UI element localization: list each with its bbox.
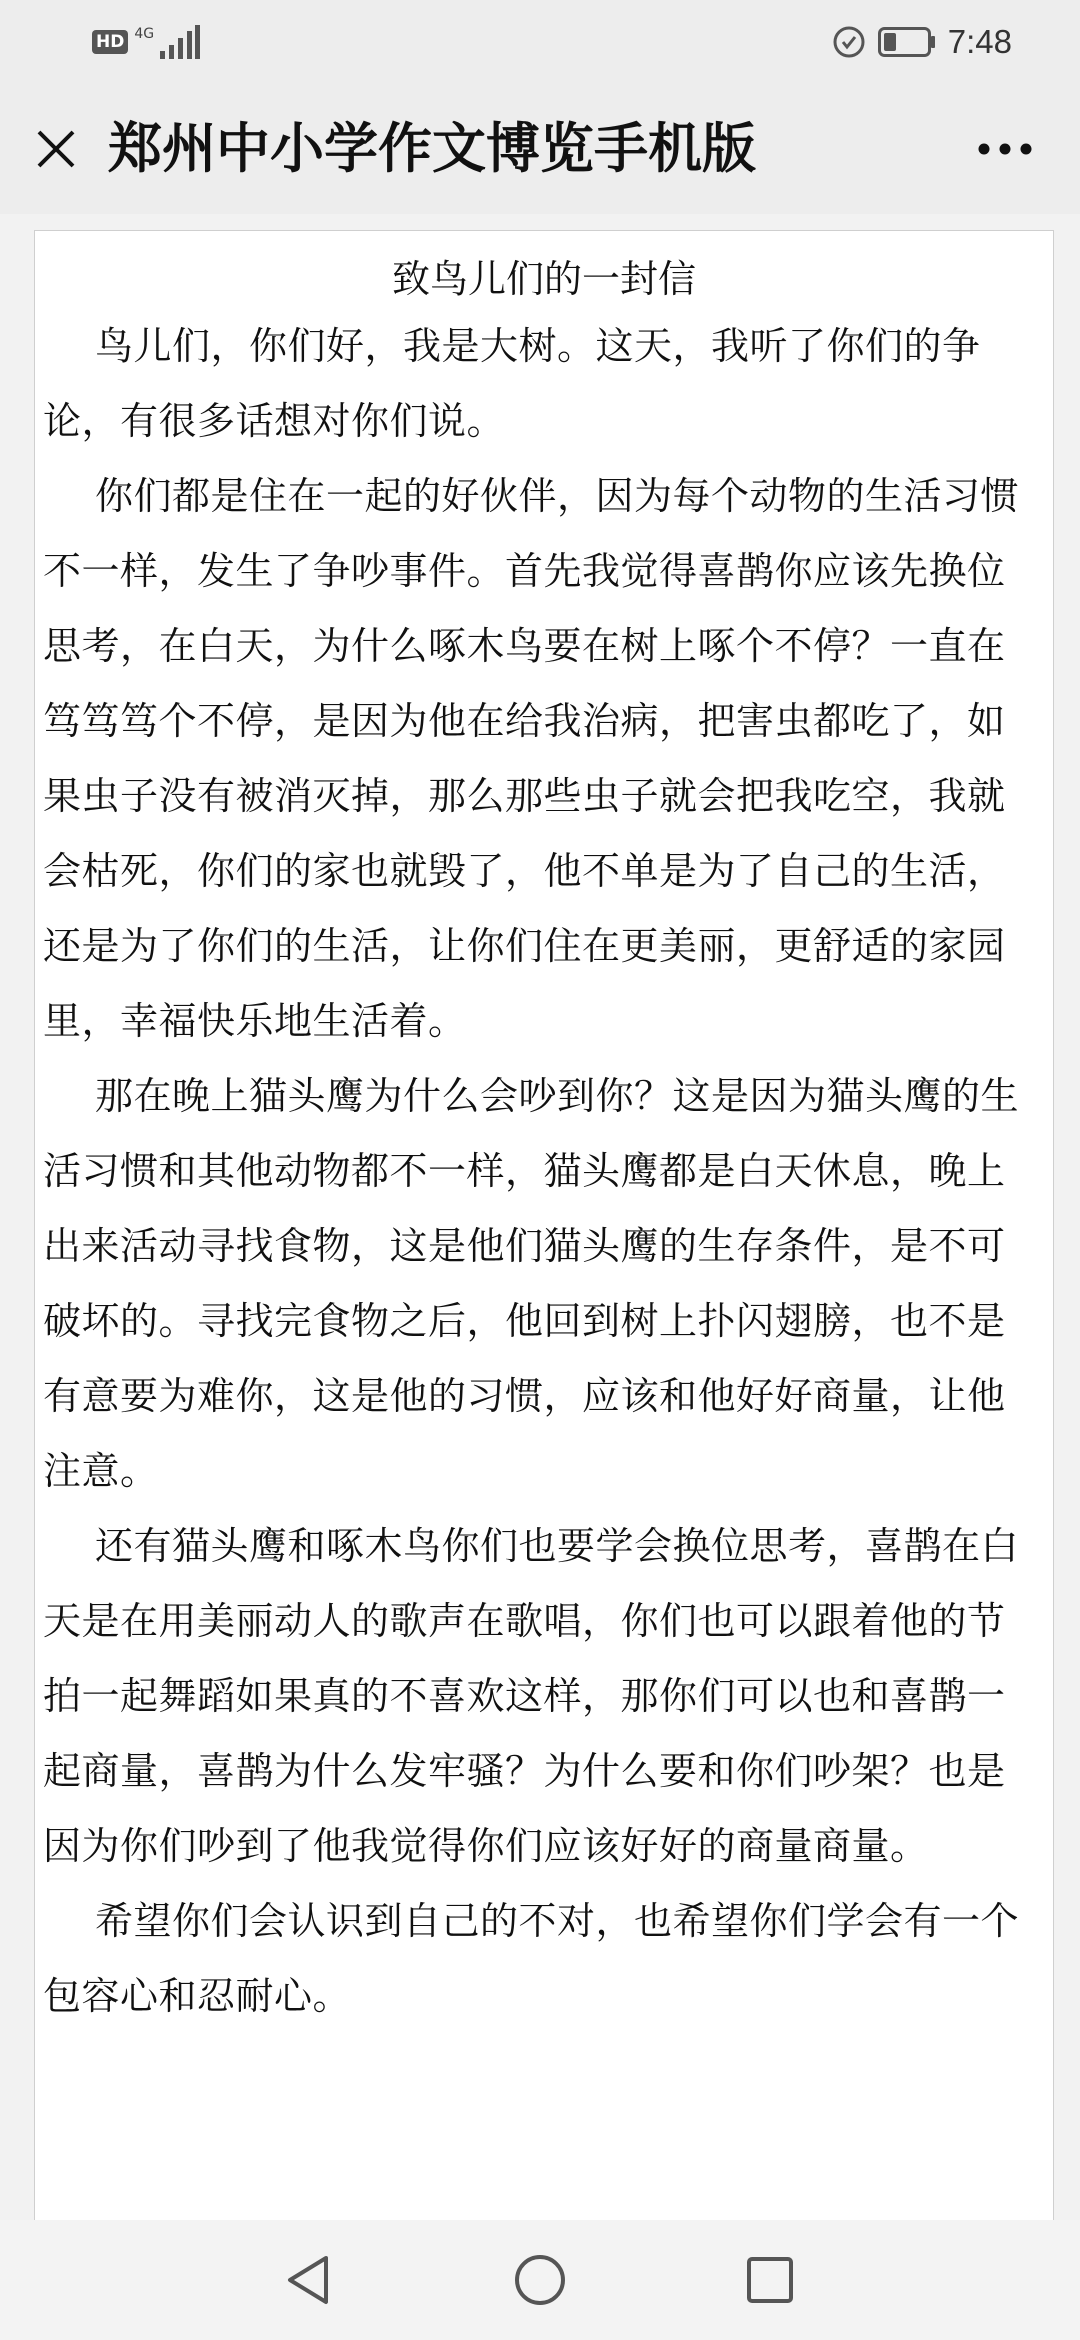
battery-icon	[878, 27, 936, 57]
article-paragraph: 你们都是住在一起的好伙伴，因为每个动物的生活习惯不一样，发生了争吵事件。首先我觉得喜鹊你应该先换位思考，在白天，为什么啄木鸟要在树上啄个不停？一直在笃笃笃个不停，是因为他在给我治病，把害虫都吃了，如果虫子没有被消灭掉，那么那些虫子就会把我吃空，我就会枯死，你们的家也就毁了，他不单是为了自己的生活，还是为了你们的生活，让你们住在更美丽，更舒适的家园里，幸福快乐地生活着。	[43, 474, 1020, 1043]
home-button[interactable]	[510, 2250, 570, 2310]
navigation-bar	[0, 2220, 1080, 2340]
status-left	[92, 24, 200, 60]
back-icon	[284, 2254, 332, 2306]
recents-button[interactable]	[740, 2250, 800, 2310]
vpn-icon	[832, 25, 866, 59]
status-time: 7:48	[947, 23, 1012, 60]
status-right	[832, 22, 1012, 62]
back-button[interactable]	[278, 2250, 338, 2310]
recents-icon	[746, 2256, 794, 2304]
close-icon	[35, 128, 77, 170]
article-container[interactable]	[34, 230, 1054, 2260]
more-icon	[978, 143, 1032, 155]
more-button[interactable]	[970, 114, 1040, 184]
close-button[interactable]	[26, 114, 86, 184]
article-paragraph: 那在晚上猫头鹰为什么会吵到你？这是因为猫头鹰的生活习惯和其他动物都不一样，猫头鹰都是白天休息，晚上出来活动寻找食物，这是他们猫头鹰的生存条件，是不可破坏的。寻找完食物之后，他回到树上扑闪翅膀，也不是有意要为难你，这是他的习惯，应该和他好好商量，让他注意。	[43, 1074, 1020, 1493]
article-body	[35, 309, 1053, 2034]
article-title: 致鸟儿们的一封信	[391, 257, 696, 301]
article-paragraph: 还有猫头鹰和啄木鸟你们也要学会换位思考，喜鹊在白天是在用美丽动人的歌声在歌唱，你们也可以跟着他的节拍一起舞蹈如果真的不喜欢这样，那你们可以也和喜鹊一起商量，喜鹊为什么发牢骚？为什么要和你们吵架？也是因为你们吵到了他我觉得你们应该好好的商量商量。	[43, 1524, 1020, 1868]
home-icon	[513, 2253, 567, 2307]
hd-icon: HD	[92, 30, 128, 54]
status-bar	[0, 0, 1080, 84]
title-bar	[0, 84, 1080, 214]
article-paragraph: 希望你们会认识到自己的不对，也希望你们学会有一个包容心和忍耐心。	[43, 1899, 1020, 2018]
network-type-label: 4G	[134, 26, 155, 42]
signal-icon	[160, 25, 200, 59]
page-title: 郑州中小学作文博览手机版	[108, 117, 756, 180]
article-paragraph: 鸟儿们，你们好，我是大树。这天，我听了你们的争论，有很多话想对你们说。	[43, 324, 981, 443]
